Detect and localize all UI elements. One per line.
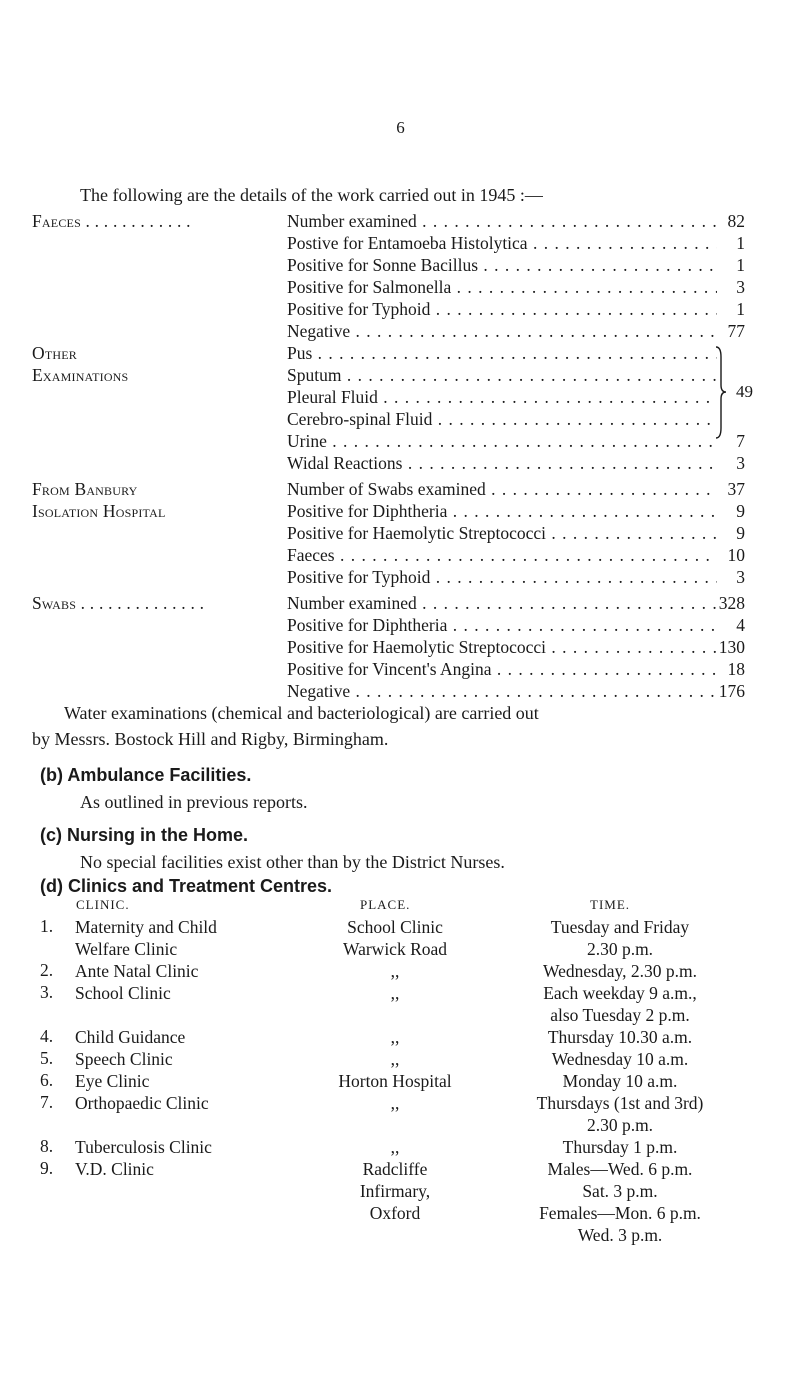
table-row: Positive for Salmonella . . . 3 [0, 276, 801, 298]
table-row: Positive for Haemolytic Streptococci . . . 9 [0, 522, 801, 544]
table-row: Examinations Sputum . . . [0, 364, 801, 386]
col-header-clinic: CLINIC. [76, 897, 130, 912]
heading-clinics: (d) Clinics and Treatment Centres. [40, 876, 333, 896]
table-row: Isolation Hospital Positive for Diphtheria . . . 9 [0, 500, 801, 522]
table-row: Swabs . . . . . . . . . . . . . . Number examined . . . 328 [0, 592, 801, 614]
table-row: Urine . . . 7 [0, 430, 801, 452]
table-row: Pleural Fluid . . . [0, 386, 801, 408]
intro-text: The following are the details of the work carried out in 1945 :— [80, 185, 543, 205]
water-paragraph: Water examinations (chemical and bacteriological) are carried out by Messrs. Bostock Hill and Rigby, Birmingham. [32, 703, 539, 749]
section-label-other: Other [32, 343, 77, 363]
table-row: Widal Reactions . . . 3 [0, 452, 801, 474]
table-row: Positive for Typhoid . . . 1 [0, 298, 801, 320]
table-row: Positive for Haemolytic Streptococci . . . 130 [0, 636, 801, 658]
col-header-place: PLACE. [360, 897, 411, 912]
nursing-text: No special facilities exist other than by the District Nurses. [80, 852, 505, 872]
table-row: Positive for Sonne Bacillus . . . 1 [0, 254, 801, 276]
table-row: From Banbury Number of Swabs examined . . . 37 [0, 478, 801, 500]
table-row: Postive for Entamoeba Histolytica . . . 1 [0, 232, 801, 254]
brace-icon [714, 345, 728, 440]
table-row: Positive for Diphtheria . . . 4 [0, 614, 801, 636]
table-row: Negative . . . 77 [0, 320, 801, 342]
col-header-time: TIME. [590, 897, 631, 912]
heading-ambulance: (b) Ambulance Facilities. [40, 765, 252, 785]
section-label-examinations: Examinations [32, 365, 129, 385]
section-label-isolation: Isolation Hospital [32, 501, 166, 521]
brace-total: 49 [736, 382, 753, 401]
section-label-banbury: From Banbury [32, 479, 138, 499]
table-row: Faeces . . . . . . . . . . . . Number examined . . . 82 [0, 210, 801, 232]
table-row: Faeces . . . 10 [0, 544, 801, 566]
table-row: Other Pus . . . [0, 342, 801, 364]
table-row: Cerebro-spinal Fluid . . . [0, 408, 801, 430]
section-label-swabs: Swabs . . . . . . . . . . . . . . [32, 593, 205, 613]
ambulance-text: As outlined in previous reports. [80, 792, 308, 812]
section-label-faeces: Faeces . . . . . . . . . . . . [32, 211, 191, 231]
table-row: Positive for Typhoid . . . 3 [0, 566, 801, 588]
heading-nursing: (c) Nursing in the Home. [40, 825, 249, 845]
page-number: 6 [396, 118, 405, 137]
table-row: Negative . . . 176 [0, 680, 801, 702]
table-row: Positive for Vincent's Angina . . . 18 [0, 658, 801, 680]
